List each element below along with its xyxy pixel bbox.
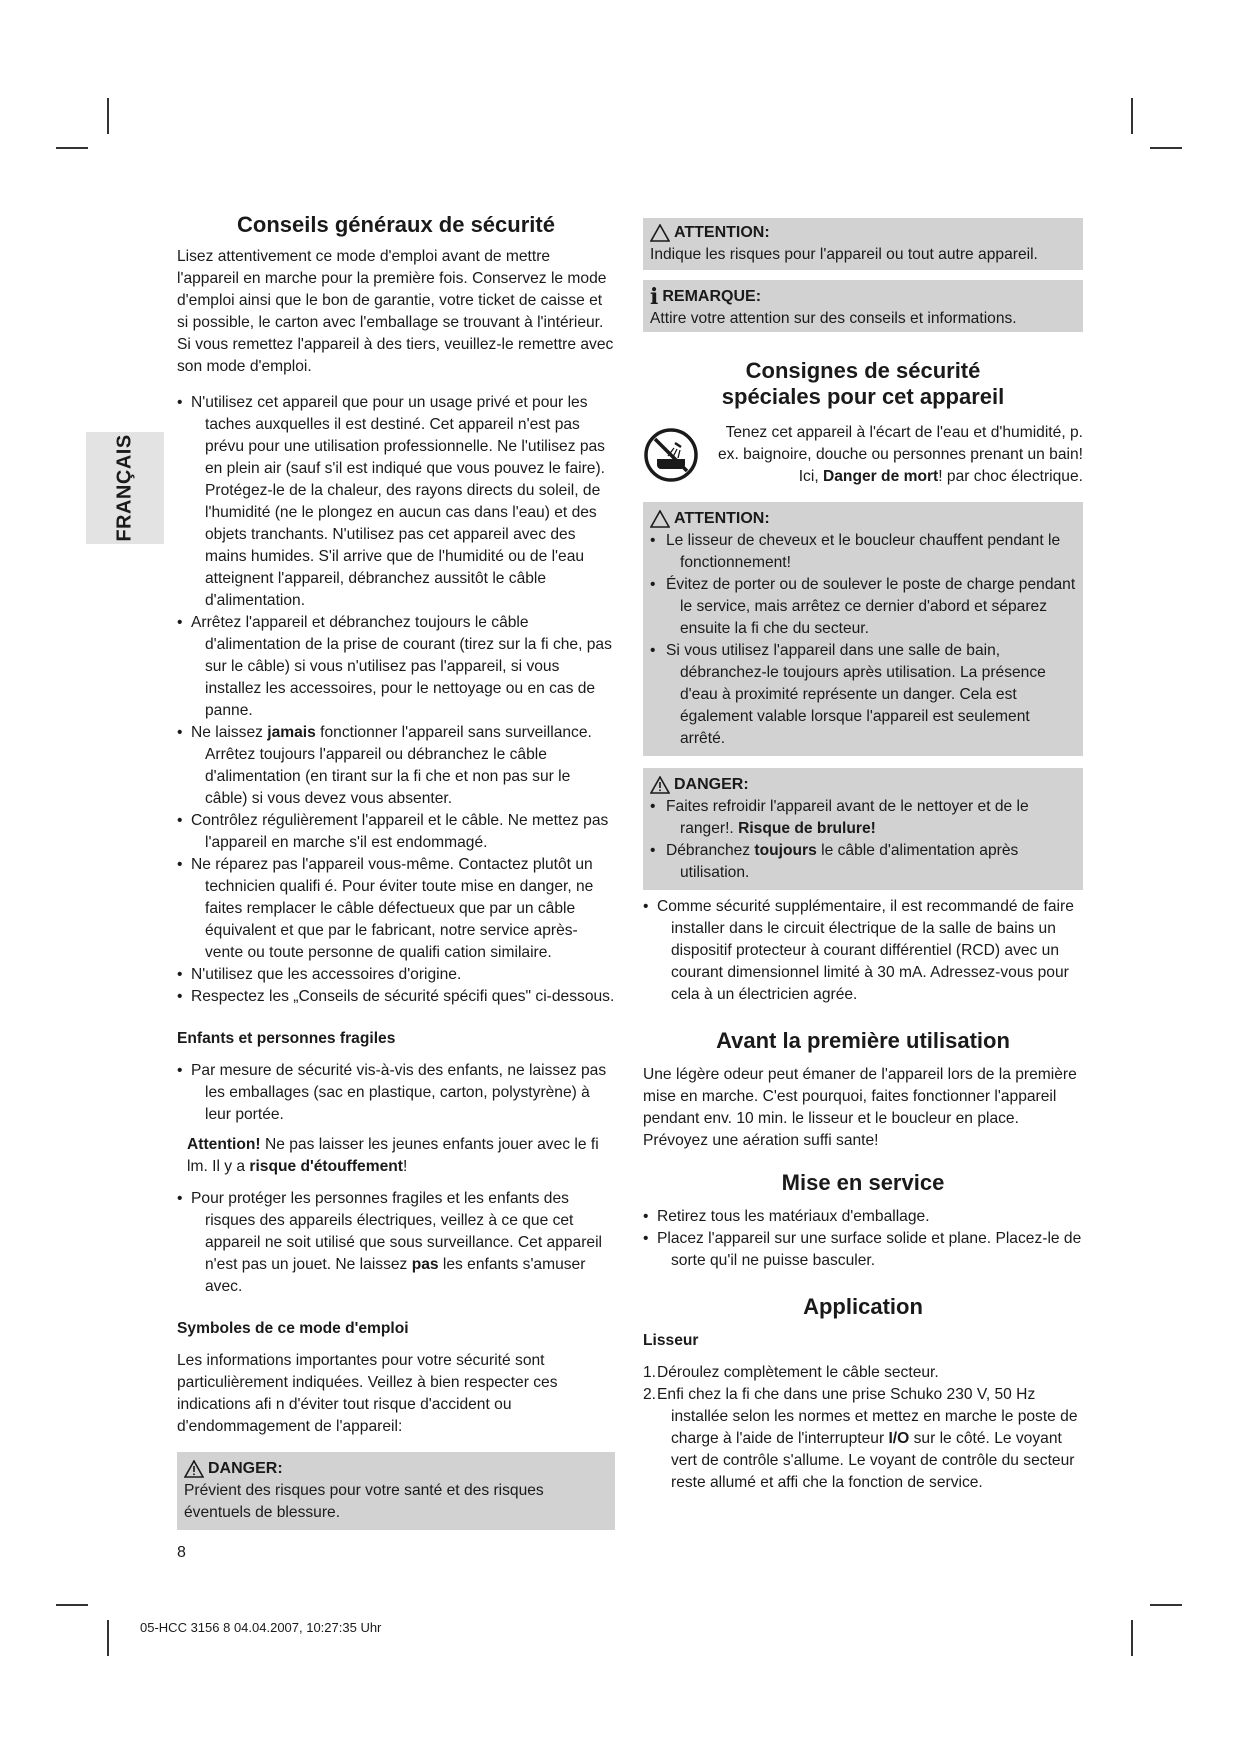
danger-box [177, 1452, 615, 1530]
attention-list [650, 530, 1077, 750]
list-item: • Arrêtez l'appareil et débranchez toujours le câble d'alimentation de la prise de courant (tirez sur la fi che, pas sur le câble) si vous n'utilisez pas l'appareil, si vous installez les accessoires, pour le nettoyage ou en cas de panne. [177, 612, 615, 722]
list-item: • Si vous utilisez l'appareil dans une salle de bain, débranchez-le toujours après utilisation. La présence d'eau à proximité représente un danger. Cela est également valable lorsque l'appareil est seulement arrêté. [650, 640, 1077, 750]
steps-list [643, 1362, 1083, 1494]
list-item: • Contrôlez régulièrement l'appareil et le câble. Ne mettez pas l'appareil en marche s'il est endommagé. [177, 810, 615, 854]
list-item: • Évitez de porter ou de soulever le poste de charge pendant le service, mais arrêtez ce dernier d'abord et séparez ensuite la fi che du secteur. [650, 574, 1077, 640]
children-list [177, 1060, 615, 1126]
attention-box-title: ATTENTION: [674, 224, 770, 241]
list-item: • Débranchez toujours le câble d'alimentation après utilisation. [650, 840, 1077, 884]
safety-bullet-list [177, 392, 615, 1008]
remarque-box [643, 280, 1083, 332]
danger-box-title: DANGER: [208, 1460, 283, 1477]
caution-triangle-icon [650, 510, 670, 528]
crop-mark [107, 1620, 109, 1656]
symbols-heading: Symboles de ce mode d'emploi [177, 1320, 409, 1337]
children-list-2 [177, 1188, 615, 1298]
language-tab [86, 432, 164, 544]
warning-triangle-icon [184, 1460, 204, 1478]
list-item: • Le lisseur de cheveux et le boucleur chauffent pendant le fonctionnement! [650, 530, 1077, 574]
first-use-paragraph: Une légère odeur peut émaner de l'appareil lors de la première mise en marche. C'est pourquoi, faites fonctionner l'appareil pendant env. 10 min. le lisseur et le boucleur en place. Prévoyez une aération suffi sante! [643, 1066, 1077, 1149]
crop-mark [1150, 147, 1182, 149]
list-item: 1. Déroulez complètement le câble secteur. [643, 1364, 939, 1381]
list-item: • Placez l'appareil sur une surface solide et plane. Placez-le de sorte qu'il ne puisse basculer. [643, 1228, 1083, 1272]
attention-box-2-title: ATTENTION: [674, 510, 770, 527]
page-number: 8 [177, 1544, 186, 1561]
water-warning-text: Tenez cet appareil à l'écart de l'eau et d'humidité, p. ex. baignoire, douche ou personnes prenant un bain! Ici, Danger de mort! par choc électrique. [718, 424, 1083, 485]
children-heading: Enfants et personnes fragiles [177, 1030, 396, 1047]
crop-mark [1131, 1620, 1133, 1656]
list-item: • Par mesure de sécurité vis-à-vis des enfants, ne laissez pas les emballages (sac en plastique, carton, polystyrène) à leur portée. [177, 1060, 615, 1126]
list-item: • Ne réparez pas l'appareil vous-même. Contactez plutôt un technicien qualifi é. Pour éviter toute mise en danger, ne faites remplacer le câble défectueux que par un câble équivalent et que par le fabricant, notre service après-vente ou toute personne de qualifi cation similaire. [177, 854, 615, 964]
application-title: Application [803, 1294, 923, 1319]
warning-triangle-icon [650, 776, 670, 794]
list-item: • Comme sécurité supplémentaire, il est recommandé de faire installer dans le circuit électrique de la salle de bains un dispositif protecteur à courant différentiel (RCD) avec un courant dimensionnel limité à 30 mA. Adressez-vous pour cela à un électricien agrée. [643, 896, 1083, 1006]
crop-mark [56, 1604, 88, 1606]
intro-paragraph: Lisez attentivement ce mode d'emploi avant de mettre l'appareil en marche pour la première fois. Conservez le mode d'emploi ainsi que le bon de garantie, votre ticket de caisse et si possible, le carton avec l'emballage se trouvant à l'intérieur. Si vous remettez l'appareil à des tiers, veuillez-le remettre avec son mode d'emploi. [177, 248, 614, 375]
caution-triangle-icon [650, 224, 670, 242]
special-safety-title: Consignes de sécurité spéciales pour cet appareil [721, 358, 1005, 409]
list-item: 2. Enfi chez la fi che dans une prise Schuko 230 V, 50 Hz installée selon les normes et mettez en marche le poste de charge à l'aide de l'interrupteur I/O sur le côté. Le voyant vert de contrôle s'allume. Le voyant de contrôle du secteur reste allumé et affi che la fonction de service. [643, 1386, 1078, 1491]
list-item: • Ne laissez jamais fonctionner l'appareil sans surveillance. Arrêtez toujours l'appareil ou débranchez le câble d'alimentation (en tirant sur la fi che et non pas sur le câble) si vous devez vous absenter. [177, 722, 615, 810]
list-item: • Retirez tous les matériaux d'emballage. [643, 1206, 1083, 1228]
print-footer: 05-HCC 3156 8 04.04.2007, 10:27:35 Uhr [140, 1620, 382, 1635]
service-list [643, 1206, 1083, 1272]
first-use-title: Avant la première utilisation [716, 1028, 1010, 1053]
left-column [177, 212, 615, 1530]
service-title: Mise en service [781, 1170, 945, 1195]
attention-box-text: Indique les risques pour l'appareil ou tout autre appareil. [650, 246, 1038, 263]
remarque-box-text: Attire votre attention sur des conseils et informations. [650, 310, 1017, 327]
attention-note: Attention! Ne pas laisser les jeunes enfants jouer avec le fi lm. Il y a risque d'étouffement! [187, 1136, 599, 1175]
general-safety-title: Conseils généraux de sécurité [237, 212, 555, 237]
right-column [643, 218, 1083, 1494]
list-item: • Faites refroidir l'appareil avant de le nettoyer et de le ranger!. Risque de brulure! [650, 796, 1077, 840]
crop-mark [107, 98, 109, 134]
danger-list [650, 796, 1077, 884]
danger-box-2-title: DANGER: [674, 776, 749, 793]
crop-mark [1150, 1604, 1182, 1606]
symbols-paragraph: Les informations importantes pour votre sécurité sont particulièrement indiquées. Veillez à bien respecter ces indications afi n d'éviter tout risque d'accident ou d'endommagement de l'appareil: [177, 1352, 558, 1435]
list-item: • N'utilisez que les accessoires d'origine. [177, 964, 615, 986]
crop-mark [56, 147, 88, 149]
danger-box-text: Prévient des risques pour votre santé et des risques éventuels de blessure. [184, 1482, 544, 1521]
list-item: • Respectez les „Conseils de sécurité spécifi ques" ci-dessous. [177, 986, 615, 1008]
language-tab-label: FRANÇAIS [113, 434, 136, 542]
danger-box-2 [643, 768, 1083, 890]
attention-box [643, 218, 1083, 270]
crop-mark [1131, 98, 1133, 134]
water-warning [643, 422, 1083, 488]
rcd-list [643, 896, 1083, 1006]
info-icon: i [650, 284, 659, 310]
list-item: • Pour protéger les personnes fragiles et les enfants des risques des appareils électriques, veillez à ce que cet appareil ne soit utilisé que sous surveillance. Cet appareil n'est pas un jouet. Ne laissez pas les enfants s'amuser avec. [177, 1188, 615, 1298]
attention-box-2 [643, 502, 1083, 756]
remarque-box-title: REMARQUE: [662, 288, 762, 305]
list-item: • N'utilisez cet appareil que pour un usage privé et pour les taches auxquelles il est destiné. Cet appareil n'est pas prévu pour une utilisation professionnelle. Ne l'utilisez pas en plein air (sauf s'il est indiqué que vous pouvez le faire). Protégez-le de la chaleur, des rayons directs du soleil, de l'humidité (ne le plongez en aucun cas dans l'eau) et des objets tranchants. N'utilisez pas cet appareil avec des mains humides. S'il arrive que de l'humidité ou de l'eau atteignent l'appareil, débranchez aussitôt le câble d'alimentation. [177, 392, 615, 612]
lisseur-heading: Lisseur [643, 1332, 699, 1349]
no-bath-icon [643, 427, 699, 483]
